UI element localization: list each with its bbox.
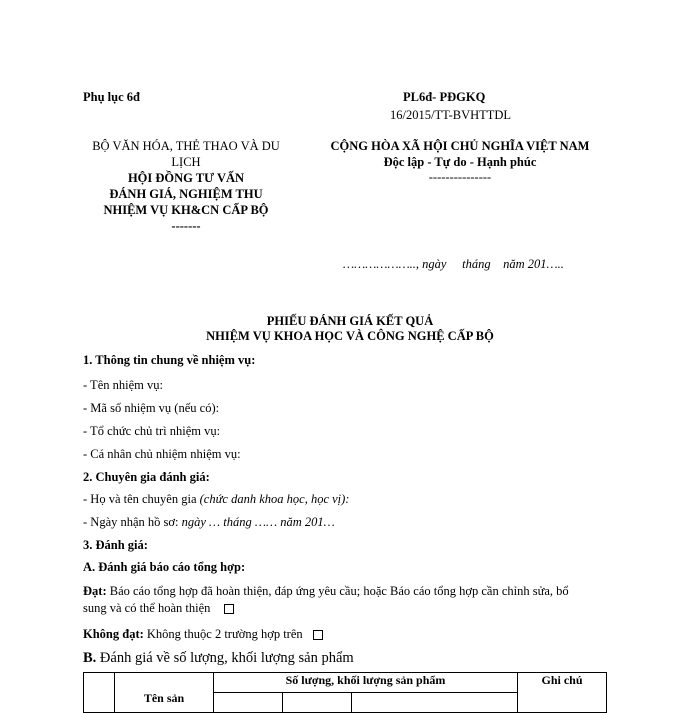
product-name-header: Tên sản [115,673,214,713]
council-line-1: HỘI ĐỒNG TƯ VẤN [127,171,245,185]
fail-label: Không đạt: [83,627,144,641]
form-title-line-1: PHIẾU ĐÁNH GIÁ KẾT QUẢ [266,314,434,328]
host-organization-field: - Tổ chức chủ trì nhiệm vụ: [83,424,221,438]
expert-prefix: - Họ và tên chuyên gia [83,492,200,506]
received-prefix: - Ngày nhận hồ sơ: [83,515,182,529]
ministry-name [80,139,292,234]
republic-name: CỘNG HÒA XÃ HỘI CHỦ NGHĨA VIỆT NAM [330,139,590,153]
received-date-field [83,515,335,530]
section-2-heading: 2. Chuyên gia đánh giá: [83,470,210,484]
fail-text: Không thuộc 2 trường hợp trên [143,627,303,641]
subsection-b-text: Đánh giá về số lượng, khối lượng sản phẩm [96,650,354,666]
subsection-b-label: B. [83,650,97,666]
task-leader-field: - Cá nhân chủ nhiệm nhiệm vụ: [83,447,241,461]
council-line-2: ĐÁNH GIÁ, NGHIỆM THU [109,187,263,201]
pass-text: Báo cáo tổng hợp đã hoàn thiện, đáp ứng yêu cầu; hoặc Báo cáo tổng hợp cần chỉnh sửa, bổ [106,584,569,598]
section-1-heading: 1. Thông tin chung về nhiệm vụ: [83,353,256,367]
ministry-line-2: LỊCH [171,155,201,169]
index-cell [84,673,115,713]
form-title [0,314,700,344]
pass-label: Đạt: [83,584,107,598]
date-line: ……………….., ngày tháng năm 201….. [343,257,564,271]
national-motto: Độc lập - Tự do - Hạnh phúc [383,155,537,169]
ministry-line-1: BỘ VĂN HÓA, THẺ THAO VÀ DU [92,139,280,153]
motto-divider: --------------- [428,170,492,184]
table-cell [283,693,352,713]
form-title-line-2: NHIỆM VỤ KHOA HỌC VÀ CÔNG NGHỆ CẤP BỘ [206,329,494,343]
section-3-heading: 3. Đánh giá: [83,538,148,552]
received-date: ngày … tháng …… năm 201… [181,515,335,529]
task-code-field: - Mã số nhiệm vụ (nếu có): [83,401,220,415]
pass-checkbox[interactable] [224,604,234,614]
table-row [84,673,607,693]
expert-note: (chức danh khoa học, học vị): [199,492,350,506]
form-code: PL6đ- PĐGKQ [403,90,486,104]
pass-option-line-1 [83,584,569,599]
table-cell [214,693,283,713]
note-header: Ghi chú [518,673,607,713]
pass-text-cont: sung và có thể hoàn thiện [83,601,211,615]
task-name-field: - Tên nhiệm vụ: [83,378,163,392]
table-cell [352,693,518,713]
council-line-3: NHIỆM VỤ KH&CN CẤP BỘ [103,203,269,217]
quantity-header: Số lượng, khối lượng sản phẩm [214,673,518,693]
national-header [300,139,620,185]
subsection-b-heading [83,650,354,667]
subsection-a-heading: A. Đánh giá báo cáo tổng hợp: [83,560,246,574]
product-table [83,672,607,713]
council-divider: ------- [171,219,201,233]
fail-checkbox[interactable] [313,630,323,640]
appendix-label: Phụ lục 6đ [83,90,140,104]
fail-option [83,627,323,642]
pass-option-line-2 [83,601,234,616]
circular-number: 16/2015/TT-BVHTTDL [390,108,512,122]
expert-name-field [83,492,349,507]
